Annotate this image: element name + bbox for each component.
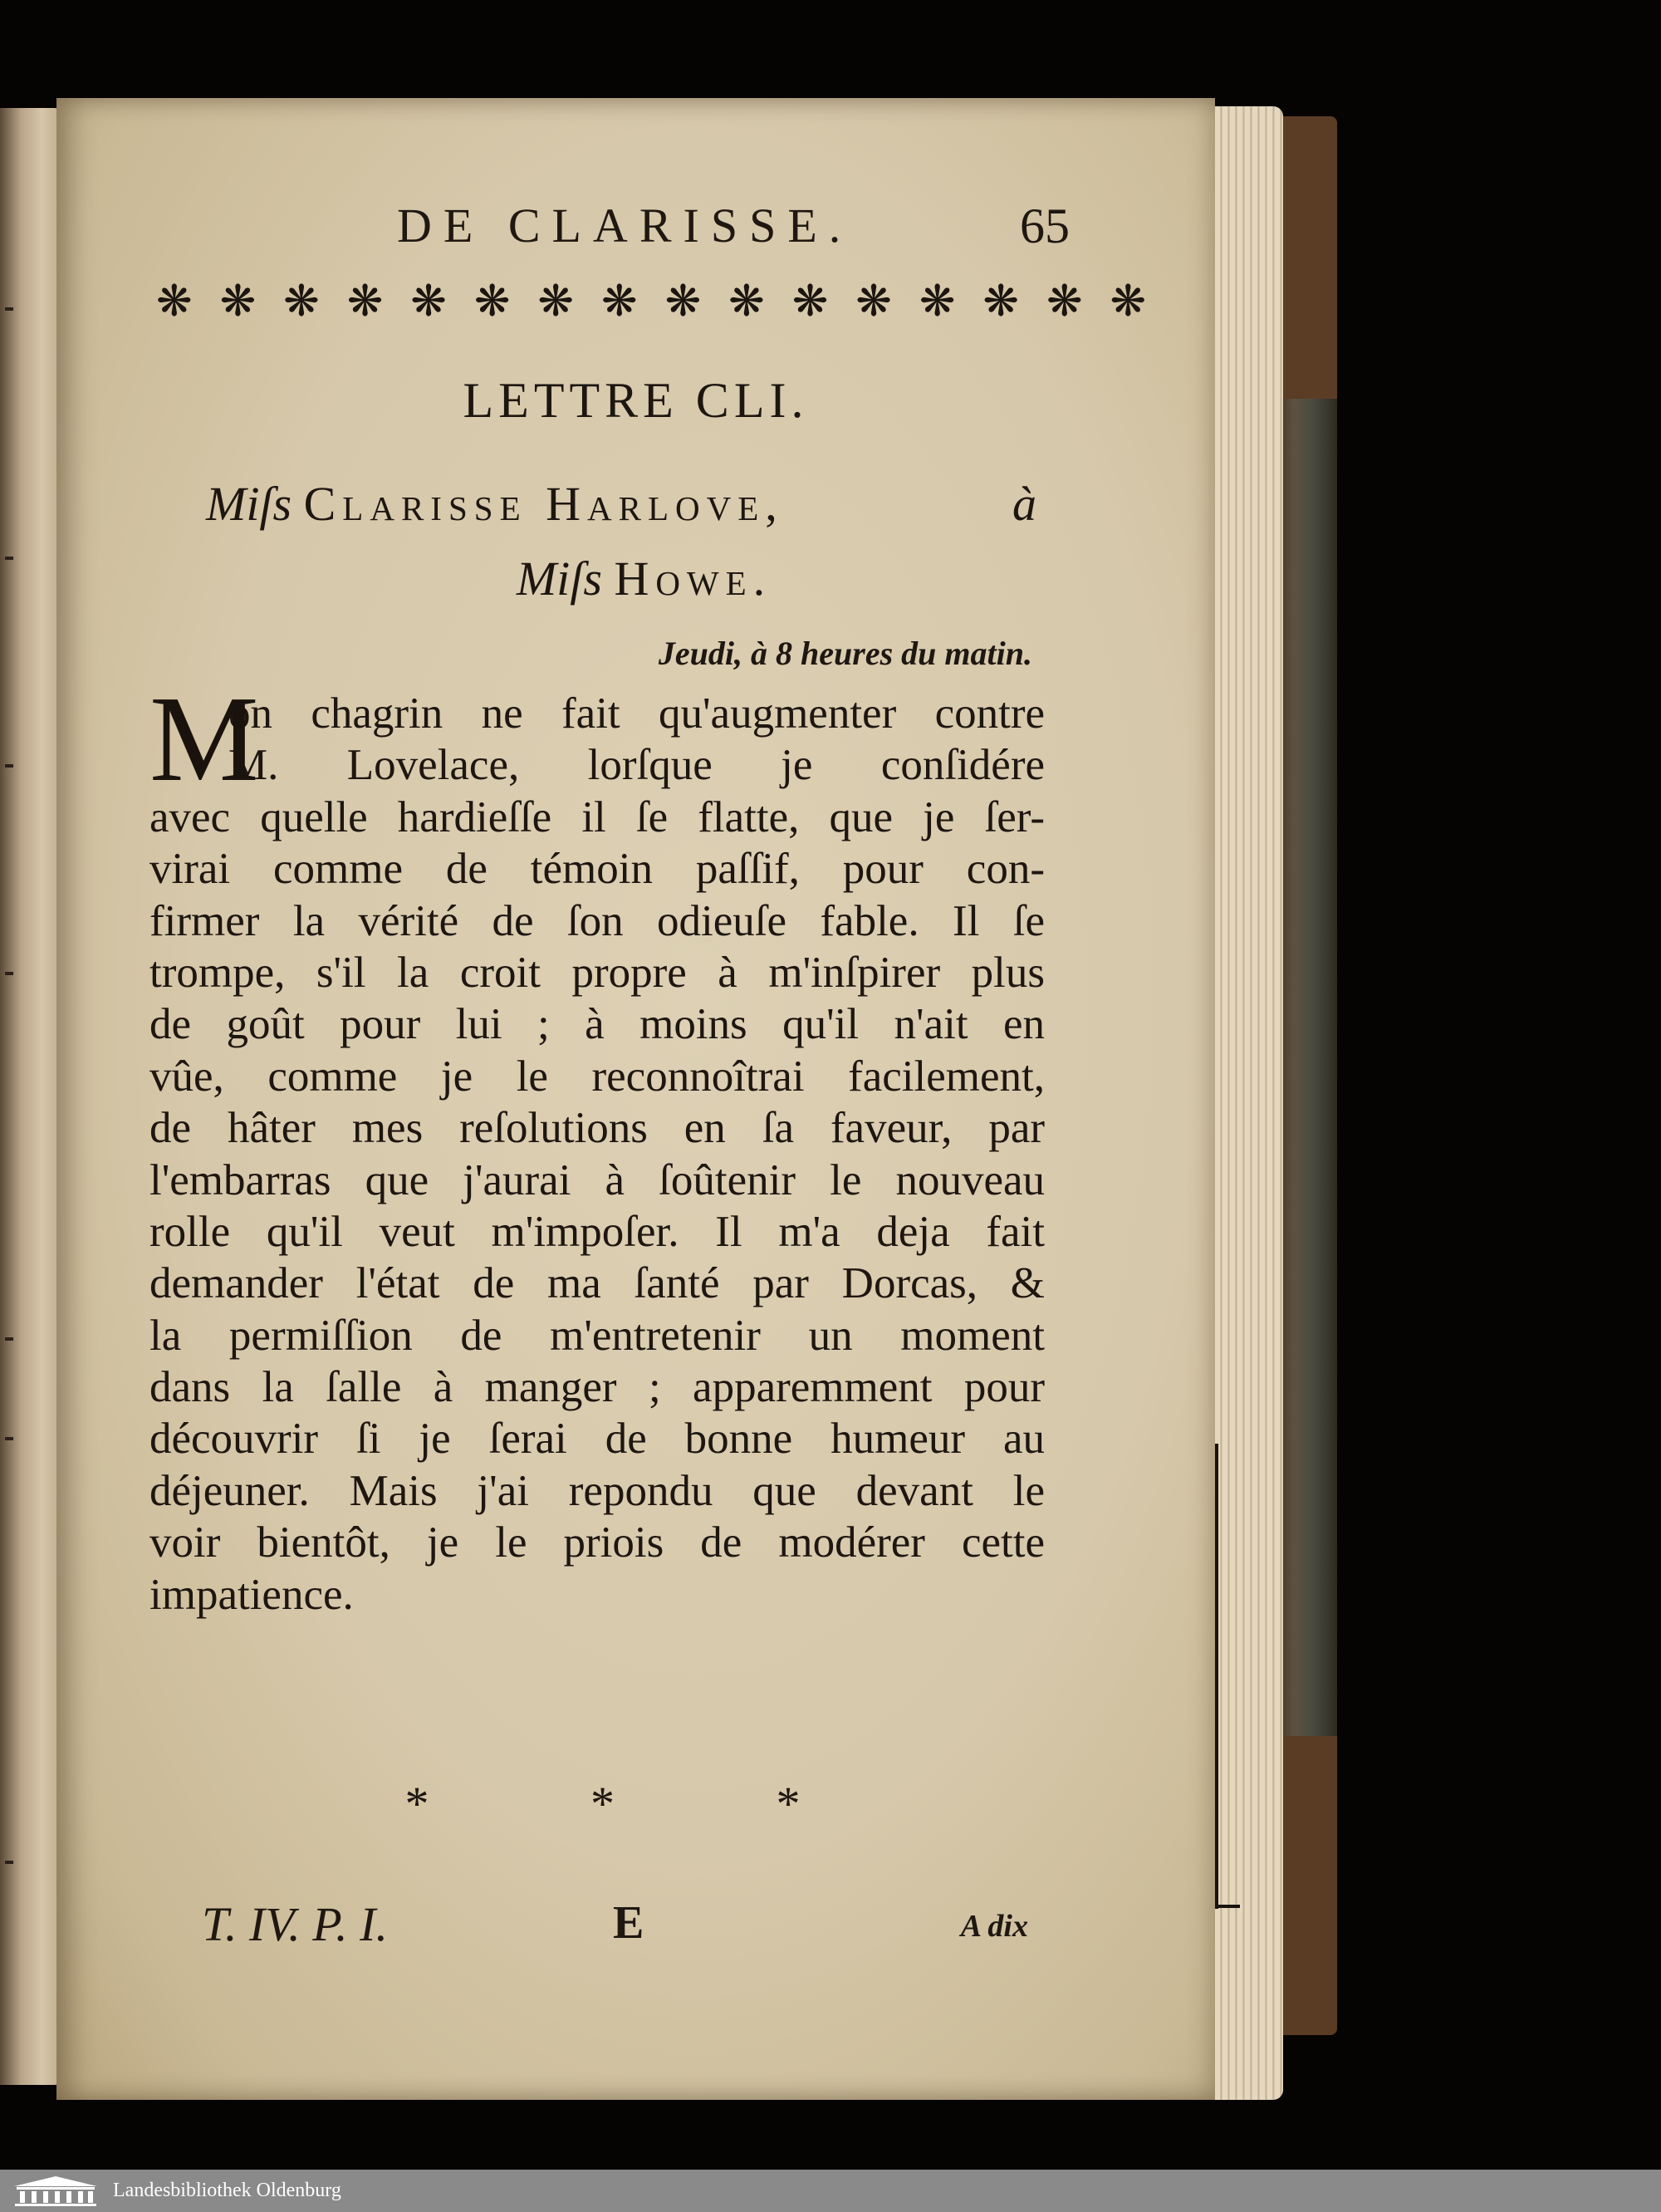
running-head-title: DE CLARISSE. bbox=[397, 199, 853, 253]
body-line: M. Lovelace, lorſque je conſidére bbox=[228, 741, 1045, 790]
body-line: voir bientôt, je le priois de modérer cette bbox=[149, 1518, 1045, 1567]
page-number: 65 bbox=[1020, 199, 1070, 253]
body-line: dans la ſalle à manger ; apparemment pour bbox=[149, 1363, 1045, 1412]
body-line: avec quelle hardieſſe il ſe flatte, que je ſer- bbox=[149, 792, 1045, 841]
cover-leather-bottom bbox=[1275, 1736, 1337, 2035]
body-line: on chagrin ne fait qu'augmenter contre bbox=[228, 689, 1045, 738]
letter-number: LETTRE CLI. bbox=[463, 373, 809, 428]
body-line: vûe, comme je le reconnoîtrai facilement, bbox=[149, 1052, 1045, 1101]
letter-body bbox=[149, 671, 1045, 1621]
ornament-rule: ❋ ❋ ❋ ❋ ❋ ❋ ❋ ❋ ❋ ❋ ❋ ❋ ❋ ❋ ❋ ❋ bbox=[156, 278, 1155, 326]
body-line: rolle qu'il veut m'impoſer. Il m'a deja fait bbox=[149, 1207, 1045, 1256]
library-building-icon bbox=[10, 2175, 101, 2208]
body-line: demander l'état de ma ſanté par Dorcas, & bbox=[149, 1259, 1045, 1308]
body-line: de hâter mes reſolutions en ſa faveur, par bbox=[149, 1104, 1045, 1153]
margin-line-foot bbox=[1215, 1905, 1240, 1908]
book-page bbox=[56, 98, 1215, 2100]
drop-cap: M bbox=[149, 671, 259, 807]
section-break: * * * bbox=[404, 1777, 875, 1831]
catchword: A dix bbox=[960, 1909, 1028, 1944]
body-line: de goût pour lui ; à moins qu'il n'ait en bbox=[149, 1000, 1045, 1049]
body-line: découvrir ſi je ſerai de bonne humeur au bbox=[149, 1415, 1045, 1464]
running-head bbox=[397, 198, 1070, 264]
body-line: impatience. bbox=[149, 1570, 354, 1619]
heading-miss-2: Miſs bbox=[516, 552, 602, 606]
body-line: l'embarras que j'aurai à ſoûtenir le nouveau bbox=[149, 1155, 1045, 1204]
dateline: Jeudi, à 8 heures du matin. bbox=[658, 635, 1032, 672]
volume-signature: T. IV. P. I. bbox=[202, 1897, 388, 1951]
body-line: trompe, s'il la croit propre à m'inſpirer plus bbox=[149, 948, 1045, 997]
body-line: virai comme de témoin paſſif, pour con- bbox=[149, 845, 1045, 894]
heading-recipient: Howe. bbox=[614, 552, 772, 606]
heading-sender: Clarisse Harlove, bbox=[303, 477, 784, 531]
library-label: Landesbibliothek Oldenburg bbox=[113, 2180, 341, 2201]
heading-miss-1: Miſs bbox=[206, 477, 292, 531]
body-line: la permiſſion de m'entretenir un moment bbox=[149, 1311, 1045, 1360]
signature-mark: E bbox=[613, 1897, 644, 1949]
body-line: déjeuner. Mais j'ai repondu que devant le bbox=[149, 1466, 1045, 1515]
letter-heading-line1 bbox=[206, 476, 1045, 551]
heading-to: à bbox=[1012, 477, 1036, 531]
body-line: firmer la vérité de ſon odieuſe fable. Il ſe bbox=[149, 896, 1045, 945]
margin-line bbox=[1215, 1444, 1218, 1909]
cover-leather-top bbox=[1275, 116, 1337, 399]
letter-heading-line2 bbox=[56, 551, 1215, 606]
previous-page-edge bbox=[0, 108, 60, 2085]
page-footer bbox=[56, 1896, 1215, 1963]
library-footer-bar bbox=[0, 2170, 1661, 2212]
